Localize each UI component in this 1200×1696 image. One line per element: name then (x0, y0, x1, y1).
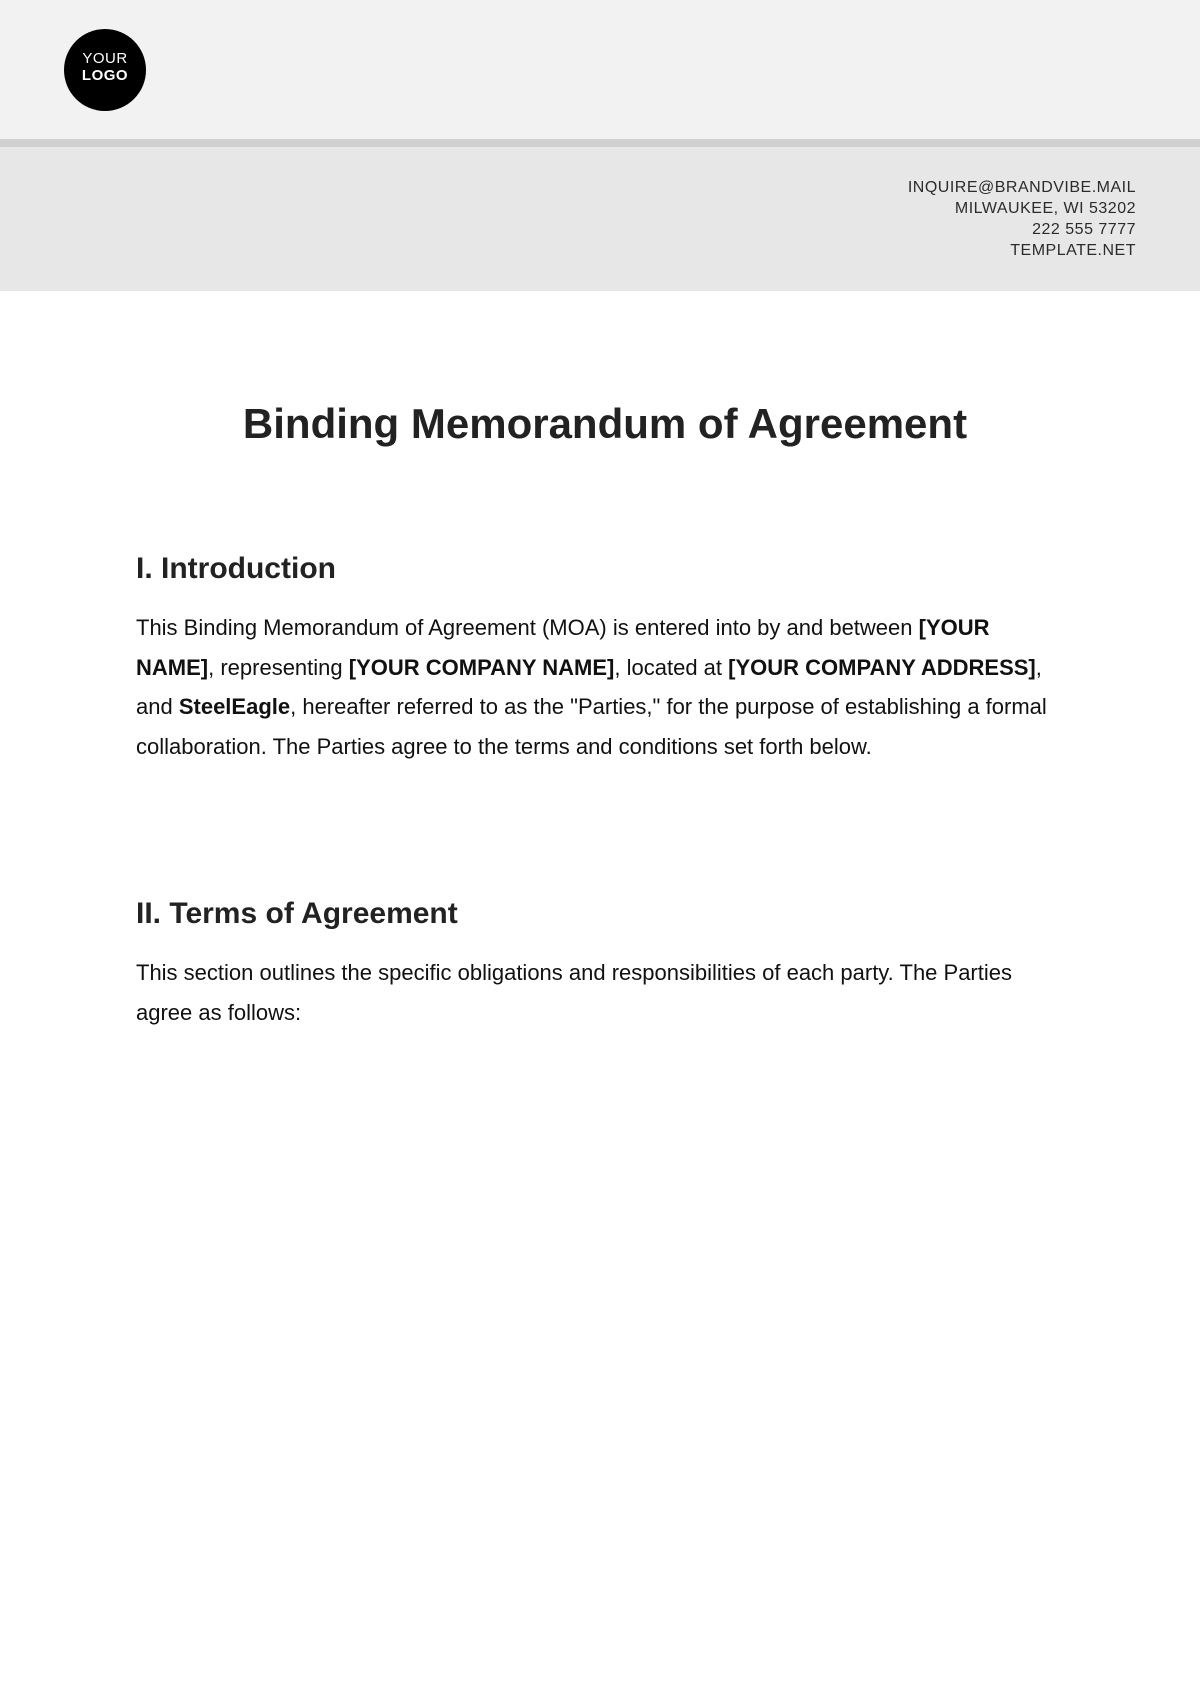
logo-top-text: YOUR (82, 50, 128, 67)
terms-paragraph: This section outlines the specific obligations and responsibilities of each party. The Parties agree as follows: (136, 960, 1012, 1025)
introduction-text-1: This Binding Memorandum of Agreement (MOA) is entered into by and between (136, 615, 919, 640)
contact-address: MILWAUKEE, WI 53202 (954, 200, 1136, 217)
party-name: [YOUR NAME] (136, 615, 990, 680)
header-top-band (0, 0, 1200, 139)
company-address: [YOUR COMPANY ADDRESS] (728, 654, 1036, 680)
introduction-text-5: , hereafter referred to as the "Parties," for the purpose of establishing a formal collaboration. The Parties agree to the terms and conditions set forth below. (136, 694, 1047, 759)
contact-email: INQUIRE@BRANDVIBE.MAIL (907, 179, 1136, 196)
introduction-text-4: , and (136, 654, 1042, 719)
terms-heading: II. Terms of Agreement (136, 897, 458, 930)
counterparty-name: SteelEagle (178, 694, 291, 719)
header-divider-band (0, 139, 1200, 147)
logo (64, 29, 146, 111)
introduction-text-2: , representing (208, 654, 349, 680)
contact-details (776, 177, 1136, 261)
contact-phone: 222 555 7777 (1032, 221, 1136, 238)
logo-bottom-text: LOGO (81, 67, 129, 84)
company-name: [YOUR COMPANY NAME] (348, 654, 615, 680)
document-title: Binding Memorandum of Agreement (242, 400, 968, 447)
introduction-text-3: , located at (614, 654, 729, 680)
introduction-heading: I. Introduction (136, 552, 336, 585)
contact-website: TEMPLATE.NET (1010, 242, 1136, 259)
introduction-paragraph (136, 608, 1061, 766)
